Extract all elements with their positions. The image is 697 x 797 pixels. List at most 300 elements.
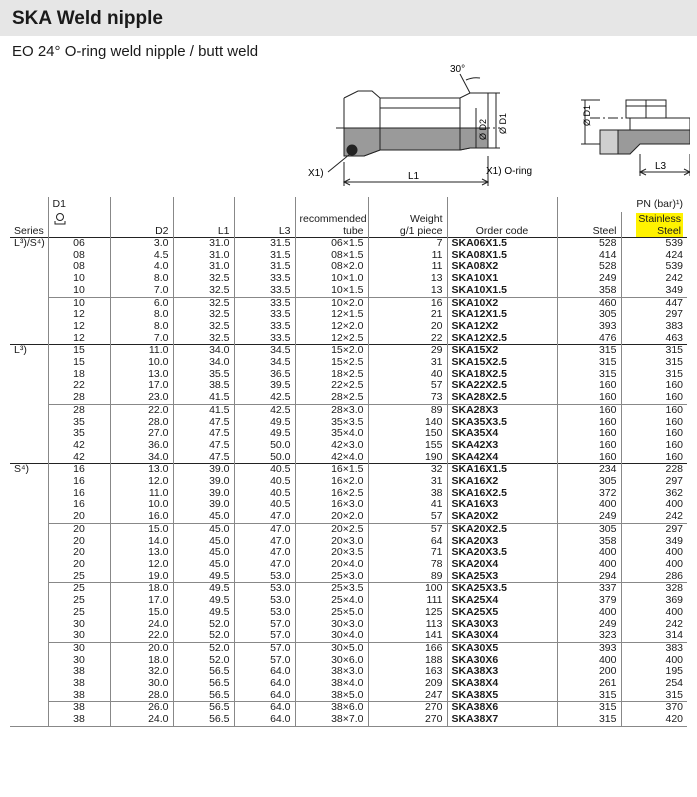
cell-order-code: SKA30X5 — [447, 642, 557, 654]
cell-d2: 12.0 — [110, 476, 173, 488]
cell-d1: 20 — [48, 523, 110, 535]
cell-l1: 56.5 — [173, 666, 234, 678]
cell-pn-steel: 400 — [557, 499, 621, 511]
cell-pn-stainless: 242 — [621, 511, 687, 523]
cell-pn-stainless: 349 — [621, 285, 687, 297]
cell-weight: 21 — [368, 309, 447, 321]
cell-d1: 30 — [48, 655, 110, 667]
d1-label: Ø D1 — [498, 112, 508, 134]
cell-tube: 20×3.5 — [295, 547, 368, 559]
cell-pn-steel: 400 — [557, 607, 621, 619]
cell-order-code: SKA08X2 — [447, 261, 557, 273]
cell-pn-steel: 476 — [557, 333, 621, 345]
cell-order-code: SKA10X2 — [447, 297, 557, 309]
cell-tube: 15×2.0 — [295, 345, 368, 357]
cell-order-code: SKA28X3 — [447, 404, 557, 416]
cell-weight: 163 — [368, 666, 447, 678]
cell-order-code: SKA30X4 — [447, 630, 557, 642]
cell-d1: 38 — [48, 714, 110, 726]
cell-l1: 32.5 — [173, 273, 234, 285]
cell-order-code: SKA30X3 — [447, 619, 557, 631]
cell-d1: 08 — [48, 261, 110, 273]
cell-l1: 31.0 — [173, 250, 234, 262]
cell-order-code: SKA18X2.5 — [447, 369, 557, 381]
header-d2: D2 — [110, 212, 173, 238]
table-row — [10, 571, 687, 583]
cell-l1: 38.5 — [173, 380, 234, 392]
cell-l3: 34.5 — [234, 345, 295, 357]
cell-pn-steel: 315 — [557, 345, 621, 357]
header-stainless — [621, 212, 687, 238]
cell-pn-stainless: 228 — [621, 464, 687, 476]
cell-l3: 47.0 — [234, 547, 295, 559]
cell-l3: 47.0 — [234, 536, 295, 548]
cell-weight: 270 — [368, 714, 447, 726]
cell-l3: 57.0 — [234, 630, 295, 642]
table-row — [10, 583, 687, 595]
cell-tube: 35×3.5 — [295, 417, 368, 429]
cell-d2: 36.0 — [110, 440, 173, 452]
cell-l3: 42.5 — [234, 392, 295, 404]
cell-pn-steel: 249 — [557, 273, 621, 285]
cell-pn-steel: 323 — [557, 630, 621, 642]
cell-order-code: SKA25X4 — [447, 595, 557, 607]
cell-d2: 3.0 — [110, 238, 173, 250]
cell-l1: 39.0 — [173, 476, 234, 488]
cell-l3: 47.0 — [234, 523, 295, 535]
cell-tube: 30×6.0 — [295, 655, 368, 667]
cell-weight: 57 — [368, 380, 447, 392]
table-row — [10, 428, 687, 440]
page-subtitle: EO 24° O-ring weld nipple / butt weld — [12, 43, 259, 60]
cell-l3: 50.0 — [234, 452, 295, 464]
cell-d1: 22 — [48, 380, 110, 392]
cell-d1: 30 — [48, 619, 110, 631]
cell-pn-stainless: 315 — [621, 369, 687, 381]
cell-d1: 12 — [48, 333, 110, 345]
cell-d2: 17.0 — [110, 380, 173, 392]
cell-order-code: SKA16X2 — [447, 476, 557, 488]
cell-pn-steel: 315 — [557, 357, 621, 369]
cell-order-code: SKA22X2.5 — [447, 380, 557, 392]
cell-weight: 113 — [368, 619, 447, 631]
cell-order-code: SKA16X1.5 — [447, 464, 557, 476]
table-row — [10, 607, 687, 619]
cell-l1: 47.5 — [173, 428, 234, 440]
cell-d1: 08 — [48, 250, 110, 262]
cell-l1: 41.5 — [173, 404, 234, 416]
cell-d2: 17.0 — [110, 595, 173, 607]
series-label: S⁴) — [10, 464, 48, 476]
cell-pn-stainless: 315 — [621, 357, 687, 369]
cell-l1: 47.5 — [173, 440, 234, 452]
cell-weight: 40 — [368, 369, 447, 381]
cell-l1: 45.0 — [173, 559, 234, 571]
cell-d1: 28 — [48, 392, 110, 404]
cell-pn-steel: 305 — [557, 309, 621, 321]
cell-order-code: SKA20X2.5 — [447, 523, 557, 535]
cell-l3: 39.5 — [234, 380, 295, 392]
cell-tube: 16×1.5 — [295, 464, 368, 476]
cell-weight: 22 — [368, 333, 447, 345]
cell-l3: 40.5 — [234, 499, 295, 511]
cell-pn-stainless: 160 — [621, 417, 687, 429]
cell-tube: 38×5.0 — [295, 690, 368, 702]
cell-pn-stainless: 160 — [621, 380, 687, 392]
cell-weight: 16 — [368, 297, 447, 309]
cell-d2: 11.0 — [110, 488, 173, 500]
table-row — [10, 345, 687, 357]
header-hex-icon — [48, 212, 110, 238]
cell-l1: 32.5 — [173, 309, 234, 321]
cell-order-code: SKA30X6 — [447, 655, 557, 667]
cell-d2: 6.0 — [110, 297, 173, 309]
cell-l3: 49.5 — [234, 428, 295, 440]
cell-d1: 20 — [48, 536, 110, 548]
cell-order-code: SKA20X3.5 — [447, 547, 557, 559]
cell-weight: 71 — [368, 547, 447, 559]
cell-l3: 40.5 — [234, 476, 295, 488]
table-row — [10, 642, 687, 654]
table-row — [10, 559, 687, 571]
cell-weight: 155 — [368, 440, 447, 452]
cell-weight: 11 — [368, 250, 447, 262]
cell-d2: 10.0 — [110, 357, 173, 369]
table-row — [10, 417, 687, 429]
table-row — [10, 357, 687, 369]
cell-pn-steel: 400 — [557, 547, 621, 559]
cell-order-code: SKA15X2.5 — [447, 357, 557, 369]
cell-order-code: SKA25X5 — [447, 607, 557, 619]
cell-l3: 31.5 — [234, 238, 295, 250]
spec-table — [10, 197, 687, 727]
cell-tube: 25×5.0 — [295, 607, 368, 619]
cell-pn-stainless: 370 — [621, 702, 687, 714]
cell-d2: 26.0 — [110, 702, 173, 714]
cell-weight: 38 — [368, 488, 447, 500]
cell-pn-steel: 315 — [557, 702, 621, 714]
cell-pn-steel: 358 — [557, 536, 621, 548]
cell-tube: 10×2.0 — [295, 297, 368, 309]
table-body — [10, 238, 687, 727]
cell-l3: 33.5 — [234, 273, 295, 285]
cell-pn-steel: 305 — [557, 476, 621, 488]
stainless-highlight: Stainless Steel — [638, 213, 682, 237]
cell-d2: 14.0 — [110, 536, 173, 548]
cell-d2: 32.0 — [110, 666, 173, 678]
cell-weight: 188 — [368, 655, 447, 667]
table-row — [10, 619, 687, 631]
cell-d2: 28.0 — [110, 417, 173, 429]
table-row — [10, 655, 687, 667]
cell-weight: 13 — [368, 285, 447, 297]
cell-l1: 45.0 — [173, 536, 234, 548]
cell-order-code: SKA38X5 — [447, 690, 557, 702]
cell-l3: 57.0 — [234, 642, 295, 654]
cell-l1: 32.5 — [173, 333, 234, 345]
cell-l3: 64.0 — [234, 714, 295, 726]
cell-l3: 33.5 — [234, 309, 295, 321]
table-row — [10, 321, 687, 333]
cell-tube: 38×4.0 — [295, 678, 368, 690]
cell-weight: 209 — [368, 678, 447, 690]
cell-pn-stainless: 463 — [621, 333, 687, 345]
cell-order-code: SKA12X2 — [447, 321, 557, 333]
cell-d1: 16 — [48, 488, 110, 500]
cell-tube: 16×2.0 — [295, 476, 368, 488]
cell-d1: 15 — [48, 357, 110, 369]
cell-weight: 166 — [368, 642, 447, 654]
cell-order-code: SKA25X3.5 — [447, 583, 557, 595]
cell-pn-steel: 160 — [557, 440, 621, 452]
cell-pn-steel: 294 — [557, 571, 621, 583]
cell-d1: 38 — [48, 702, 110, 714]
cell-pn-stainless: 315 — [621, 690, 687, 702]
cell-l1: 45.0 — [173, 547, 234, 559]
cell-tube: 25×3.0 — [295, 571, 368, 583]
cell-order-code: SKA38X7 — [447, 714, 557, 726]
cell-order-code: SKA12X1.5 — [447, 309, 557, 321]
cell-weight: 29 — [368, 345, 447, 357]
cell-d1: 25 — [48, 595, 110, 607]
cell-tube: 28×2.5 — [295, 392, 368, 404]
cell-l1: 47.5 — [173, 417, 234, 429]
cell-order-code: SKA38X3 — [447, 666, 557, 678]
cell-pn-stainless: 160 — [621, 428, 687, 440]
cell-weight: 73 — [368, 392, 447, 404]
series-label: L³)/S⁴) — [14, 237, 45, 249]
cell-order-code: SKA08X1.5 — [447, 250, 557, 262]
cell-d2: 4.5 — [110, 250, 173, 262]
cell-tube: 06×1.5 — [295, 238, 368, 250]
cell-pn-stainless: 383 — [621, 642, 687, 654]
cell-l3: 33.5 — [234, 321, 295, 333]
cell-d1: 35 — [48, 417, 110, 429]
cell-l3: 53.0 — [234, 583, 295, 595]
cell-d1: 42 — [48, 440, 110, 452]
cell-pn-stainless: 160 — [621, 392, 687, 404]
cell-d1: 30 — [48, 642, 110, 654]
cell-d2: 12.0 — [110, 559, 173, 571]
cell-l1: 31.0 — [173, 261, 234, 273]
table-row — [10, 702, 687, 714]
table-row — [10, 369, 687, 381]
cell-d2: 20.0 — [110, 642, 173, 654]
cell-d2: 15.0 — [110, 607, 173, 619]
cell-d1: 38 — [48, 678, 110, 690]
cell-weight: 31 — [368, 476, 447, 488]
cell-weight: 270 — [368, 702, 447, 714]
cell-l3: 64.0 — [234, 666, 295, 678]
cell-pn-steel: 358 — [557, 285, 621, 297]
cell-pn-stainless: 420 — [621, 714, 687, 726]
cell-l1: 39.0 — [173, 499, 234, 511]
cell-weight: 150 — [368, 428, 447, 440]
cell-tube: 12×1.5 — [295, 309, 368, 321]
cell-order-code: SKA20X3 — [447, 536, 557, 548]
cell-l1: 35.5 — [173, 369, 234, 381]
cell-tube: 15×2.5 — [295, 357, 368, 369]
header-weight: Weight g/1 piece — [368, 212, 447, 238]
cell-weight: 247 — [368, 690, 447, 702]
cell-d1: 10 — [48, 273, 110, 285]
cell-pn-steel: 234 — [557, 464, 621, 476]
cell-d2: 18.0 — [110, 583, 173, 595]
cell-pn-stainless: 539 — [621, 238, 687, 250]
cell-pn-steel: 249 — [557, 619, 621, 631]
d2-label: Ø D2 — [478, 118, 488, 140]
cell-l3: 50.0 — [234, 440, 295, 452]
cell-d2: 19.0 — [110, 571, 173, 583]
cell-pn-steel: 249 — [557, 511, 621, 523]
cell-l1: 45.0 — [173, 511, 234, 523]
cell-order-code: SKA42X3 — [447, 440, 557, 452]
cell-weight: 141 — [368, 630, 447, 642]
cell-pn-steel: 305 — [557, 523, 621, 535]
cell-pn-stainless: 369 — [621, 595, 687, 607]
cell-pn-stainless: 400 — [621, 499, 687, 511]
cell-pn-steel: 528 — [557, 238, 621, 250]
cell-d1: 28 — [48, 404, 110, 416]
cell-d2: 13.0 — [110, 464, 173, 476]
cell-weight: 57 — [368, 511, 447, 523]
table-row — [10, 452, 687, 464]
series-label: L³) — [10, 345, 48, 357]
cell-pn-steel: 372 — [557, 488, 621, 500]
table-row — [10, 440, 687, 452]
cell-pn-stainless: 160 — [621, 404, 687, 416]
cell-pn-steel: 528 — [557, 261, 621, 273]
cell-tube: 42×4.0 — [295, 452, 368, 464]
cell-d2: 23.0 — [110, 392, 173, 404]
cell-d2: 30.0 — [110, 678, 173, 690]
cell-l1: 56.5 — [173, 702, 234, 714]
cell-pn-stainless: 160 — [621, 440, 687, 452]
cell-tube: 30×4.0 — [295, 630, 368, 642]
cell-tube: 35×4.0 — [295, 428, 368, 440]
cell-tube: 30×3.0 — [295, 619, 368, 631]
header-l3: L3 — [234, 212, 295, 238]
cell-d1: 25 — [48, 571, 110, 583]
table-row — [10, 261, 687, 273]
cell-d1: 12 — [48, 309, 110, 321]
cell-d1: 15 — [48, 345, 110, 357]
cell-d2: 24.0 — [110, 714, 173, 726]
cell-d1: 16 — [48, 499, 110, 511]
cell-l1: 56.5 — [173, 678, 234, 690]
table-row — [10, 536, 687, 548]
cell-pn-stainless: 314 — [621, 630, 687, 642]
cell-pn-stainless: 400 — [621, 547, 687, 559]
cell-l3: 40.5 — [234, 464, 295, 476]
table-row — [10, 309, 687, 321]
cell-order-code: SKA20X4 — [447, 559, 557, 571]
cell-order-code: SKA35X4 — [447, 428, 557, 440]
cell-pn-steel: 400 — [557, 559, 621, 571]
cell-pn-steel: 393 — [557, 642, 621, 654]
header-tube: recommended tube — [295, 212, 368, 238]
cell-tube: 28×3.0 — [295, 404, 368, 416]
table-row — [10, 690, 687, 702]
cell-d1: 16 — [48, 464, 110, 476]
cell-pn-stainless: 349 — [621, 536, 687, 548]
cell-l1: 39.0 — [173, 464, 234, 476]
cell-tube: 16×2.5 — [295, 488, 368, 500]
cell-tube: 38×3.0 — [295, 666, 368, 678]
cell-pn-stainless: 297 — [621, 309, 687, 321]
cell-order-code: SKA42X4 — [447, 452, 557, 464]
right-d1-label: Ø D1 — [582, 104, 592, 126]
cell-weight: 100 — [368, 583, 447, 595]
l3-label: L3 — [655, 161, 667, 172]
header-pn: PN (bar)¹) — [557, 197, 687, 212]
cell-tube: 10×1.0 — [295, 273, 368, 285]
cell-pn-steel: 393 — [557, 321, 621, 333]
cell-order-code: SKA38X6 — [447, 702, 557, 714]
cell-pn-steel: 400 — [557, 655, 621, 667]
cell-pn-steel: 315 — [557, 714, 621, 726]
cell-l1: 41.5 — [173, 392, 234, 404]
cell-order-code: SKA28X2.5 — [447, 392, 557, 404]
cell-l1: 49.5 — [173, 607, 234, 619]
cell-l1: 32.5 — [173, 297, 234, 309]
page-title: SKA Weld nipple — [12, 8, 163, 29]
cell-pn-stainless: 400 — [621, 655, 687, 667]
table-row — [10, 297, 687, 309]
cell-weight: 20 — [368, 321, 447, 333]
cell-d2: 10.0 — [110, 499, 173, 511]
assembled-drawing — [581, 100, 690, 176]
table-row — [10, 238, 687, 250]
cell-l1: 34.0 — [173, 357, 234, 369]
cell-l3: 64.0 — [234, 690, 295, 702]
cell-tube: 20×3.0 — [295, 536, 368, 548]
cell-d2: 34.0 — [110, 452, 173, 464]
cell-d2: 13.0 — [110, 547, 173, 559]
table-row — [10, 499, 687, 511]
cell-l1: 34.0 — [173, 345, 234, 357]
table-row — [10, 476, 687, 488]
cell-d1: 18 — [48, 369, 110, 381]
cell-tube: 42×3.0 — [295, 440, 368, 452]
cell-tube: 38×7.0 — [295, 714, 368, 726]
cell-tube: 25×4.0 — [295, 595, 368, 607]
cell-order-code: SKA12X2.5 — [447, 333, 557, 345]
cell-d2: 22.0 — [110, 404, 173, 416]
cell-pn-steel: 337 — [557, 583, 621, 595]
cell-d1: 35 — [48, 428, 110, 440]
cell-tube: 08×2.0 — [295, 261, 368, 273]
angle-label: 30° — [450, 64, 466, 75]
table-row — [10, 547, 687, 559]
cell-order-code: SKA10X1 — [447, 273, 557, 285]
cell-d2: 27.0 — [110, 428, 173, 440]
cell-d1: 10 — [48, 285, 110, 297]
cell-l3: 33.5 — [234, 333, 295, 345]
table-row — [10, 511, 687, 523]
cell-pn-steel: 160 — [557, 417, 621, 429]
cell-pn-steel: 460 — [557, 297, 621, 309]
cell-tube: 22×2.5 — [295, 380, 368, 392]
cell-l1: 31.0 — [173, 238, 234, 250]
cell-pn-stainless: 286 — [621, 571, 687, 583]
cell-weight: 41 — [368, 499, 447, 511]
cell-d2: 13.0 — [110, 369, 173, 381]
oring-note: X1) O-ring — [486, 166, 533, 177]
cell-pn-stainless: 383 — [621, 321, 687, 333]
cell-pn-steel: 160 — [557, 392, 621, 404]
cell-d2: 28.0 — [110, 690, 173, 702]
